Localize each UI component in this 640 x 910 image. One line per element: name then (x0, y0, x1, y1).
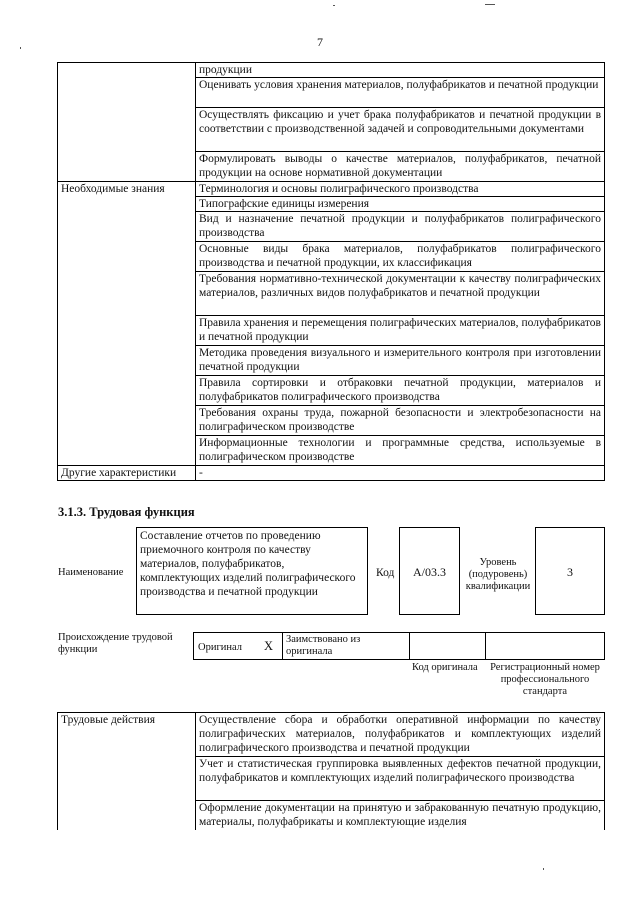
code-value: A/03.3 (413, 565, 446, 579)
requirements-table (57, 62, 605, 481)
other-item: - (196, 466, 605, 481)
action-item: Учет и статистическая группировка выявленных дефектов печатной продукции, полуфабрикатов и комплектующих изделий полиграфического производства (196, 757, 605, 801)
skill-item: Формулировать выводы о качестве материалов, полуфабрикатов, печатной продукции на основе нормативной документации (196, 152, 605, 182)
row-label-other: Другие характеристики (58, 466, 196, 481)
row-label-actions: Трудовые действия (58, 713, 196, 845)
skill-item: Осуществлять фиксацию и учет брака полуфабрикатов и печатной продукции в соответствии с производственной задачей и сопроводительными документами (196, 108, 605, 152)
knowledge-item: Вид и назначение печатной продукции и полуфабрикатов полиграфического производства (196, 212, 605, 242)
knowledge-item: Методика проведения визуального и измерительного контроля при изготовлении печатной продукции (196, 346, 605, 376)
scan-speck (333, 5, 335, 6)
code-label: Код (376, 567, 395, 579)
function-name-box (136, 527, 368, 615)
origin-row (193, 632, 605, 660)
knowledge-item: Требования охраны труда, пожарной безопасности и электробезопасности на полиграфическом производстве (196, 406, 605, 436)
skill-item: Оценивать условия хранения материалов, полуфабрикатов и печатной продукции (196, 78, 605, 108)
scan-speck (543, 868, 544, 870)
scan-speck (485, 4, 495, 5)
registration-number-caption: Регистрационный номер профессионального стандарта (490, 662, 600, 697)
function-name-value: Составление отчетов по проведению приемочного контроля по качеству материалов, полуфабрикатов, комплектующих изделий полиграфического производства и печатной продукции (140, 530, 356, 598)
action-item: Оформление документации на принятую и забракованную печатную продукцию, материалы, полуфабрикаты и комплектующие изделия (196, 801, 605, 845)
page-number: 7 (317, 35, 323, 49)
row-label-empty (58, 63, 196, 182)
name-label: Наименование (58, 567, 124, 578)
section-title: 3.1.3. Трудовая функция (58, 505, 195, 519)
origin-label: Происхождение трудовой функции (58, 632, 173, 655)
knowledge-item: Информационные технологии и программные средства, используемые в полиграфическом производстве (196, 436, 605, 466)
page-cutoff (56, 830, 608, 910)
level-box (535, 527, 605, 615)
labor-actions-table (57, 712, 605, 845)
knowledge-item: Типографские единицы измерения (196, 197, 605, 212)
row-label-knowledge: Необходимые знания (58, 182, 196, 466)
original-mark: X (264, 639, 274, 653)
scan-speck (20, 47, 21, 49)
knowledge-item: Требования нормативно-технической документации к качеству полиграфических материалов, различных видов полуфабрикатов и печатной продукции (196, 272, 605, 316)
knowledge-item: Правила хранения и перемещения полиграфических материалов, полуфабрикатов и печатной продукции (196, 316, 605, 346)
level-value: 3 (567, 565, 573, 579)
action-item: Осуществление сбора и обработки оперативной информации по качеству полиграфических материалов, полуфабрикатов и комплектующих изделий полиграфического производства и печатной продукции (196, 713, 605, 757)
knowledge-item: Терминология и основы полиграфического производства (196, 182, 605, 197)
level-label: Уровень (подуровень) квалификации (465, 557, 531, 592)
knowledge-item: Правила сортировки и отбраковки печатной продукции, материалов и полуфабрикатов полиграфического производства (196, 376, 605, 406)
knowledge-item: Основные виды брака материалов, полуфабрикатов полиграфического производства и печатной продукции, их классификация (196, 242, 605, 272)
skill-item: продукции (196, 63, 605, 78)
original-code-caption: Код оригинала (412, 662, 478, 673)
original-label: Оригинал (198, 642, 242, 653)
code-box (399, 527, 460, 615)
borrowed-label: Заимствовано из оригинала (286, 634, 361, 657)
